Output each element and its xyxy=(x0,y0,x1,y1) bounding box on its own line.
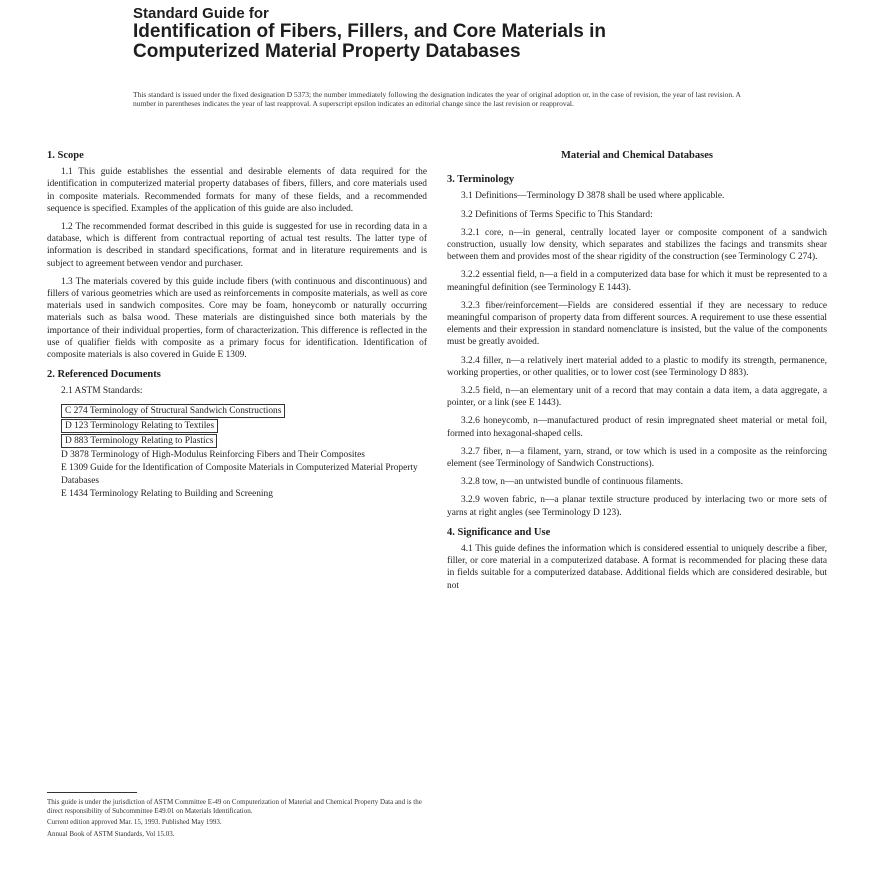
scope-paragraph-2: 1.2 The recommended format described in this guide is suggested for use in recording data in a database, which is different from contractual reporting of actual test results. The latter type of information is described in standard specifications, format and in literature requirements and is subject to agreement between vendor and purchaser. xyxy=(47,222,427,269)
reference-item[interactable] xyxy=(61,419,427,433)
terminology-heading: 3. Terminology xyxy=(447,174,515,186)
designation-note: This standard is issued under the fixed designation D 5373; the number immediately following the designation indicates the year of original adoption or, in the case of revision, the year of last revision. A number in parentheses indicates the year of last reapproval. A superscript epsilon indicates an editorial change since the last revision or reapproval. xyxy=(133,90,741,108)
left-column xyxy=(47,150,427,506)
scope-paragraph-3: 1.3 The materials covered by this guide include fibers (with continuous and discontinuous) and fillers of various geometries which are used as reinforcements in composite materials, as well as core materials used in sandwich composites. Core may be foam, honeycomb or naturally occurring materials such as balsa wood. These materials are distinguished since both materials by the importance of their individual properties, form of characterization. This difference is reflected in the use of qualifier fields with composite as a primary focus for identification. Identification of composite materials is also covered in Guide E 1309. xyxy=(47,276,427,361)
terminology-paragraph: 3.2.8 tow, n—an untwisted bundle of continuous filaments. xyxy=(461,477,684,488)
footnote-3: Annual Book of ASTM Standards, Vol 15.03. xyxy=(47,829,175,838)
reference-link[interactable]: D 123 Terminology Relating to Textiles xyxy=(61,419,218,433)
terminology-paragraph: 3.1 Definitions—Terminology D 3878 shall be used where applicable. xyxy=(461,191,725,202)
reference-link[interactable]: D 883 Terminology Relating to Plastics xyxy=(61,434,217,448)
footnote-2: Current edition approved Mar. 15, 1993. Published May 1993. xyxy=(47,818,222,826)
scope-paragraph-1: 1.1 This guide establishes the essential and desirable elements of data required for the identification in computerized material property databases of fibers, fillers, and core materials used in composite materials. Recommended formats for many of these fields, and a recommended sequence is specified. Examples of the application of this guide are also included. xyxy=(47,167,427,214)
footnotes xyxy=(47,798,427,841)
terminology-paragraph: 3.2 Definitions of Terms Specific to This Standard: xyxy=(461,209,653,220)
reference-item[interactable] xyxy=(61,434,427,448)
reference-item: D 3878 Terminology of High-Modulus Reinforcing Fibers and Their Composites xyxy=(61,450,365,461)
reference-link[interactable]: C 274 Terminology of Structural Sandwich Constructions xyxy=(61,404,285,418)
terminology-paragraph: 3.2.6 honeycomb, n—manufactured product of resin impregnated sheet material or metal foil, formed into hexagonal-shaped cells. xyxy=(447,416,827,439)
scope-heading: 1. Scope xyxy=(47,150,84,161)
terminology-paragraph: 3.2.1 core, n—in general, centrally located layer or composite component of a sandwich construction, usually low density, which separates and stabilizes the facings and transmits shear between them and provides most of the shear rigidity of the construction (see Terminology C 274). xyxy=(447,227,827,263)
title-line-2: Identification of Fibers, Fillers, and Core Materials in xyxy=(133,21,606,42)
referenced-documents-list xyxy=(61,404,427,500)
title-block xyxy=(133,6,773,62)
reference-item: E 1309 Guide for the Identification of Composite Materials in Computerized Material Property Databases xyxy=(61,463,418,486)
referenced-documents-intro: 2.1 ASTM Standards: xyxy=(61,386,143,397)
continuation-heading: Material and Chemical Databases xyxy=(561,150,713,161)
terminology-paragraph: 3.2.3 fiber/reinforcement—Fields are considered essential if they are necessary to reduce meaningful comparison of property data from different sources. A requirement to use these essential elements and their expression in standard nomenclature is insisted, but the value of the components must be greatly avoided. xyxy=(447,300,827,348)
terminology-paragraph: 3.2.5 field, n—an elementary unit of a record that may contain a data item, a data aggregate, a pointer, or a link (see E 1443). xyxy=(447,386,827,409)
significance-heading: 4. Significance and Use xyxy=(447,526,551,538)
terminology-paragraph: 3.2.4 filler, n—a relatively inert material added to a plastic to modify its strength, permanence, working properties, or other qualities, or to lower cost (see Terminology D 883). xyxy=(447,355,827,378)
terminology-paragraph: 3.2.9 woven fabric, n—a planar textile structure produced by interlacing two or more sets of yarns at right angles (see Terminology D 123). xyxy=(447,495,827,518)
footnote-1: This guide is under the jurisdiction of ASTM Committee E-49 on Computerization of Material and Chemical Property Data and is the direct responsibility of Subcommittee E49.01 on Materials Identification. xyxy=(47,798,422,815)
reference-item: E 1434 Terminology Relating to Building and Screening xyxy=(61,488,273,499)
reference-item[interactable] xyxy=(61,404,427,418)
referenced-documents-heading: 2. Referenced Documents xyxy=(47,369,161,381)
terminology-paragraph: 3.2.7 fiber, n—a filament, yarn, strand, or tow which is used in a composite as the reinforcing element (see Terminology of Sandwich Constructions). xyxy=(447,446,827,470)
terminology-paragraph: 3.2.2 essential field, n—a field in a computerized data base for which it must be represented to a meaningful definition (see Terminology E 1443). xyxy=(447,270,827,293)
title-line-1: Standard Guide for xyxy=(133,5,269,22)
title-line-3: Computerized Material Property Databases xyxy=(133,41,521,62)
significance-paragraph-1: 4.1 This guide defines the information which is considered essential to uniquely describe a fiber, filler, or core material in a computerized database. A format is recommended for placing these data in fields suitable for a computerized database. Additional fields which are considered desirable, but not xyxy=(447,544,827,591)
right-column xyxy=(447,150,827,598)
footnote-divider xyxy=(47,792,137,793)
